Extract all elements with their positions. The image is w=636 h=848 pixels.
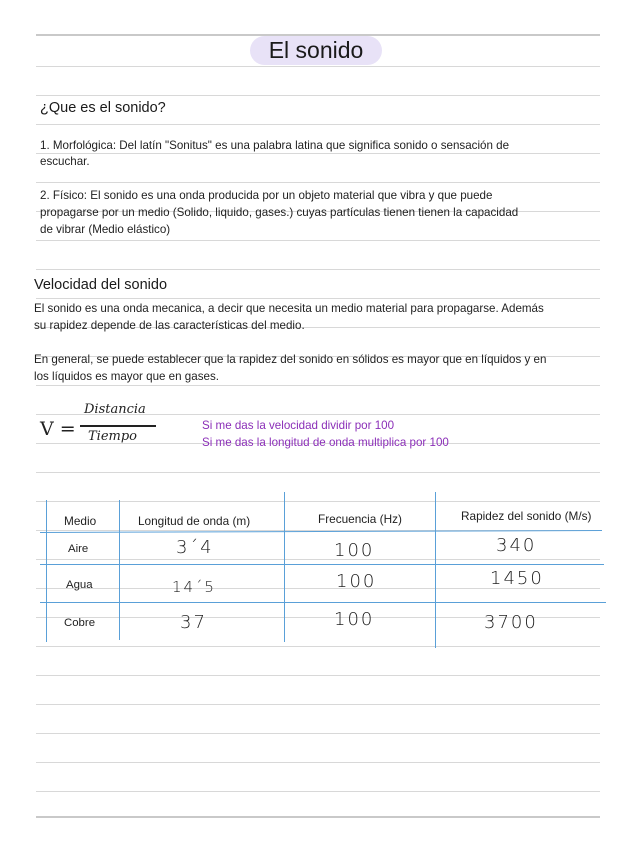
- table-cell-longitud: 37: [180, 612, 207, 633]
- paragraph-line: su rapidez depende de las características del medio.: [34, 319, 305, 332]
- ruled-line: [36, 646, 600, 647]
- table-row-divider: [40, 602, 606, 603]
- table-column-divider: [435, 492, 436, 648]
- section-heading-velocidad: Velocidad del sonido: [34, 277, 168, 293]
- table-cell-frecuencia: 100: [334, 540, 375, 561]
- fraction-bar: [80, 425, 156, 427]
- ruled-line: [36, 704, 600, 705]
- ruled-line: [36, 559, 600, 560]
- ruled-line: [36, 95, 600, 96]
- table-cell-medio: Cobre: [64, 617, 96, 629]
- table-cell-frecuencia: 100: [334, 609, 375, 630]
- ruled-line: [36, 733, 600, 734]
- table-cell-frecuencia: 100: [336, 571, 377, 592]
- ruled-line: [36, 501, 600, 502]
- ruled-line: [36, 124, 600, 125]
- table-column-divider: [284, 492, 285, 642]
- page-bottom-border: [36, 816, 600, 818]
- table-cell-medio: Agua: [66, 579, 93, 591]
- table-row-divider: [40, 564, 604, 565]
- ruled-line: [36, 240, 600, 241]
- table-cell-medio: Aire: [68, 543, 89, 555]
- note-line-velocidad: Si me das la velocidad dividir por 100: [202, 419, 395, 432]
- ruled-line: [36, 298, 600, 299]
- paragraph-line: los líquidos es mayor que en gases.: [34, 370, 219, 383]
- ruled-line: [36, 762, 600, 763]
- table-cell-rapidez: 340: [496, 535, 537, 556]
- ruled-line: [36, 791, 600, 792]
- table-header-rapidez: Rapidez del sonido (M/s): [461, 509, 592, 523]
- table-cell-rapidez: 3700: [484, 612, 538, 633]
- paragraph-line: En general, se puede establecer que la rapidez del sonido en sólidos es mayor que en líquidos y en: [34, 353, 547, 366]
- table-column-divider: [119, 500, 120, 640]
- paragraph-line: 1. Morfológica: Del latín "Sonitus" es una palabra latina que significa sonido o sensación de: [40, 139, 510, 152]
- table-header-longitud: Longitud de onda (m): [138, 514, 251, 528]
- section-heading-que-es: ¿Que es el sonido?: [40, 100, 166, 116]
- paragraph-line: de vibrar (Medio elástico): [40, 223, 171, 236]
- ruled-line: [36, 66, 600, 67]
- formula-numerator: Distancia: [84, 402, 146, 417]
- paragraph-line: escuchar.: [40, 155, 90, 168]
- table-header-medio: Medio: [64, 514, 97, 528]
- ruled-line: [36, 472, 600, 473]
- note-line-longitud: Si me das la longitud de onda multiplica por 100: [202, 436, 449, 449]
- ruled-line: [36, 269, 600, 270]
- formula-lhs: V =: [40, 418, 76, 440]
- table-cell-longitud: 3´4: [176, 537, 214, 558]
- table-cell-rapidez: 1450: [490, 568, 544, 589]
- table-cell-longitud: 14´5: [172, 578, 216, 596]
- paragraph-line: 2. Físico: El sonido es una onda producida por un objeto material que vibra y que puede: [40, 189, 493, 202]
- paragraph-line: propagarse por un medio (Solido, liquido, gases.) cuyas partículas tienen tienen la capacidad: [40, 206, 519, 219]
- formula-denominator: Tiempo: [88, 429, 137, 444]
- ruled-line: [36, 182, 600, 183]
- ruled-line: [36, 675, 600, 676]
- page-title: El sonido: [250, 36, 382, 65]
- paragraph-line: El sonido es una onda mecanica, a decir que necesita un medio material para propagarse. Además: [34, 302, 544, 315]
- table-border-left: [46, 500, 47, 642]
- table-header-frecuencia: Frecuencia (Hz): [318, 512, 402, 526]
- ruled-line: [36, 385, 600, 386]
